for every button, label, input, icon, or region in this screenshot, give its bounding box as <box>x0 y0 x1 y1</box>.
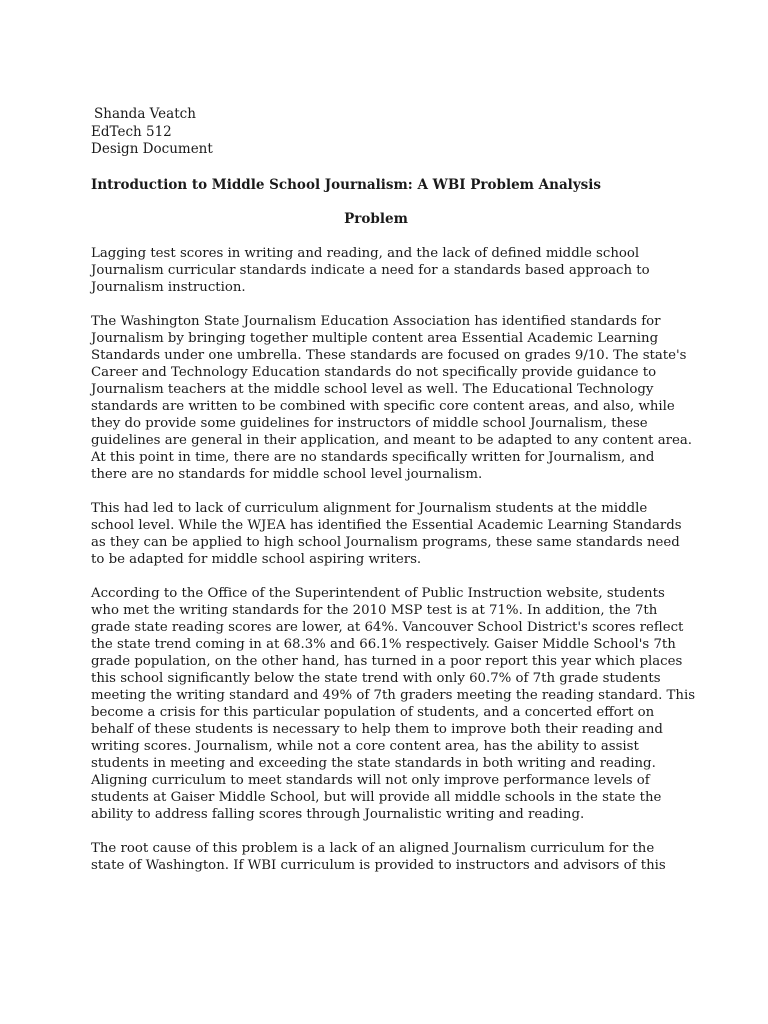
paragraph-line: Journalism teachers at the middle school level as well. The Educational Technology <box>91 381 654 397</box>
paragraph-line: At this point in time, there are no standards specifically written for Journalism, and <box>91 449 655 465</box>
section-heading-problem: Problem <box>344 210 408 227</box>
author-name: Shanda Veatch <box>94 106 196 122</box>
paragraph-line: meeting the writing standard and 49% of 7th graders meeting the reading standard. This <box>91 687 696 703</box>
paragraph-line: The root cause of this problem is a lack of an aligned Journalism curriculum for the <box>91 840 655 856</box>
body-text <box>91 245 696 874</box>
paragraph-line: Lagging test scores in writing and reading, and the lack of defined middle school <box>91 245 640 261</box>
paragraph-line: the state trend coming in at 68.3% and 66.1% respectively. Gaiser Middle School's 7th <box>91 636 676 652</box>
paragraph-line: grade state reading scores are lower, at 64%. Vancouver School District's scores reflect <box>91 619 684 635</box>
paragraph-line: students at Gaiser Middle School, but will provide all middle schools in the state the <box>91 789 662 805</box>
paragraph-line: this school significantly below the state trend with only 60.7% of 7th grade students <box>91 670 661 686</box>
paragraph <box>91 313 693 483</box>
paragraph-line: guidelines are general in their application, and meant to be adapted to any content area. <box>91 432 693 448</box>
course-name: EdTech 512 <box>91 123 172 140</box>
paragraph <box>91 245 661 296</box>
paragraph-line: Journalism by bringing together multiple content area Essential Academic Learning <box>91 330 659 346</box>
paragraph-line: This had led to lack of curriculum alignment for Journalism students at the middle <box>91 500 648 516</box>
paragraph-line: become a crisis for this particular population of students, and a concerted effort on <box>91 704 655 720</box>
paragraph-line: standards are written to be combined with specific core content areas, and also, while <box>91 398 675 414</box>
paragraph <box>91 585 696 823</box>
paragraph-line: as they can be applied to high school Journalism programs, these same standards need <box>91 534 680 550</box>
paragraph-line: to be adapted for middle school aspiring writers. <box>91 551 422 567</box>
paragraph <box>91 500 682 568</box>
document-title: Introduction to Middle School Journalism: A WBI Problem Analysis <box>91 176 601 193</box>
document-page <box>91 106 696 874</box>
paragraph-line: behalf of these students is necessary to help them to improve both their reading and <box>91 721 663 737</box>
paragraph-line: school level. While the WJEA has identified the Essential Academic Learning Standards <box>91 517 682 533</box>
paragraph-line: Standards under one umbrella. These standards are focused on grades 9/10. The state's <box>91 347 687 363</box>
paragraph-line: they do provide some guidelines for instructors of middle school Journalism, these <box>91 415 648 431</box>
document-header <box>91 106 661 159</box>
paragraph-line: Career and Technology Education standards do not specifically provide guidance to <box>91 364 657 380</box>
paragraph-line: According to the Office of the Superintendent of Public Instruction website, students <box>91 585 665 601</box>
paragraph-line: students in meeting and exceeding the state standards in both writing and reading. <box>91 755 656 771</box>
paragraph <box>91 840 666 874</box>
paragraph-line: state of Washington. If WBI curriculum is provided to instructors and advisors of this <box>91 857 666 873</box>
paragraph-line: writing scores. Journalism, while not a core content area, has the ability to assist <box>91 738 639 754</box>
paragraph-line: Journalism curricular standards indicate a need for a standards based approach to <box>91 262 650 278</box>
paragraph-line: Journalism instruction. <box>91 279 246 295</box>
paragraph-line: grade population, on the other hand, has turned in a poor report this year which places <box>91 653 683 669</box>
paragraph-line: there are no standards for middle school level journalism. <box>91 466 483 482</box>
paragraph-line: The Washington State Journalism Education Association has identified standards for <box>91 313 661 329</box>
paragraph-line: Aligning curriculum to meet standards will not only improve performance levels of <box>91 772 650 788</box>
paragraph-line: who met the writing standards for the 2010 MSP test is at 71%. In addition, the 7th <box>91 602 658 618</box>
document-type: Design Document <box>91 141 213 157</box>
paragraph-line: ability to address falling scores through Journalistic writing and reading. <box>91 806 585 822</box>
